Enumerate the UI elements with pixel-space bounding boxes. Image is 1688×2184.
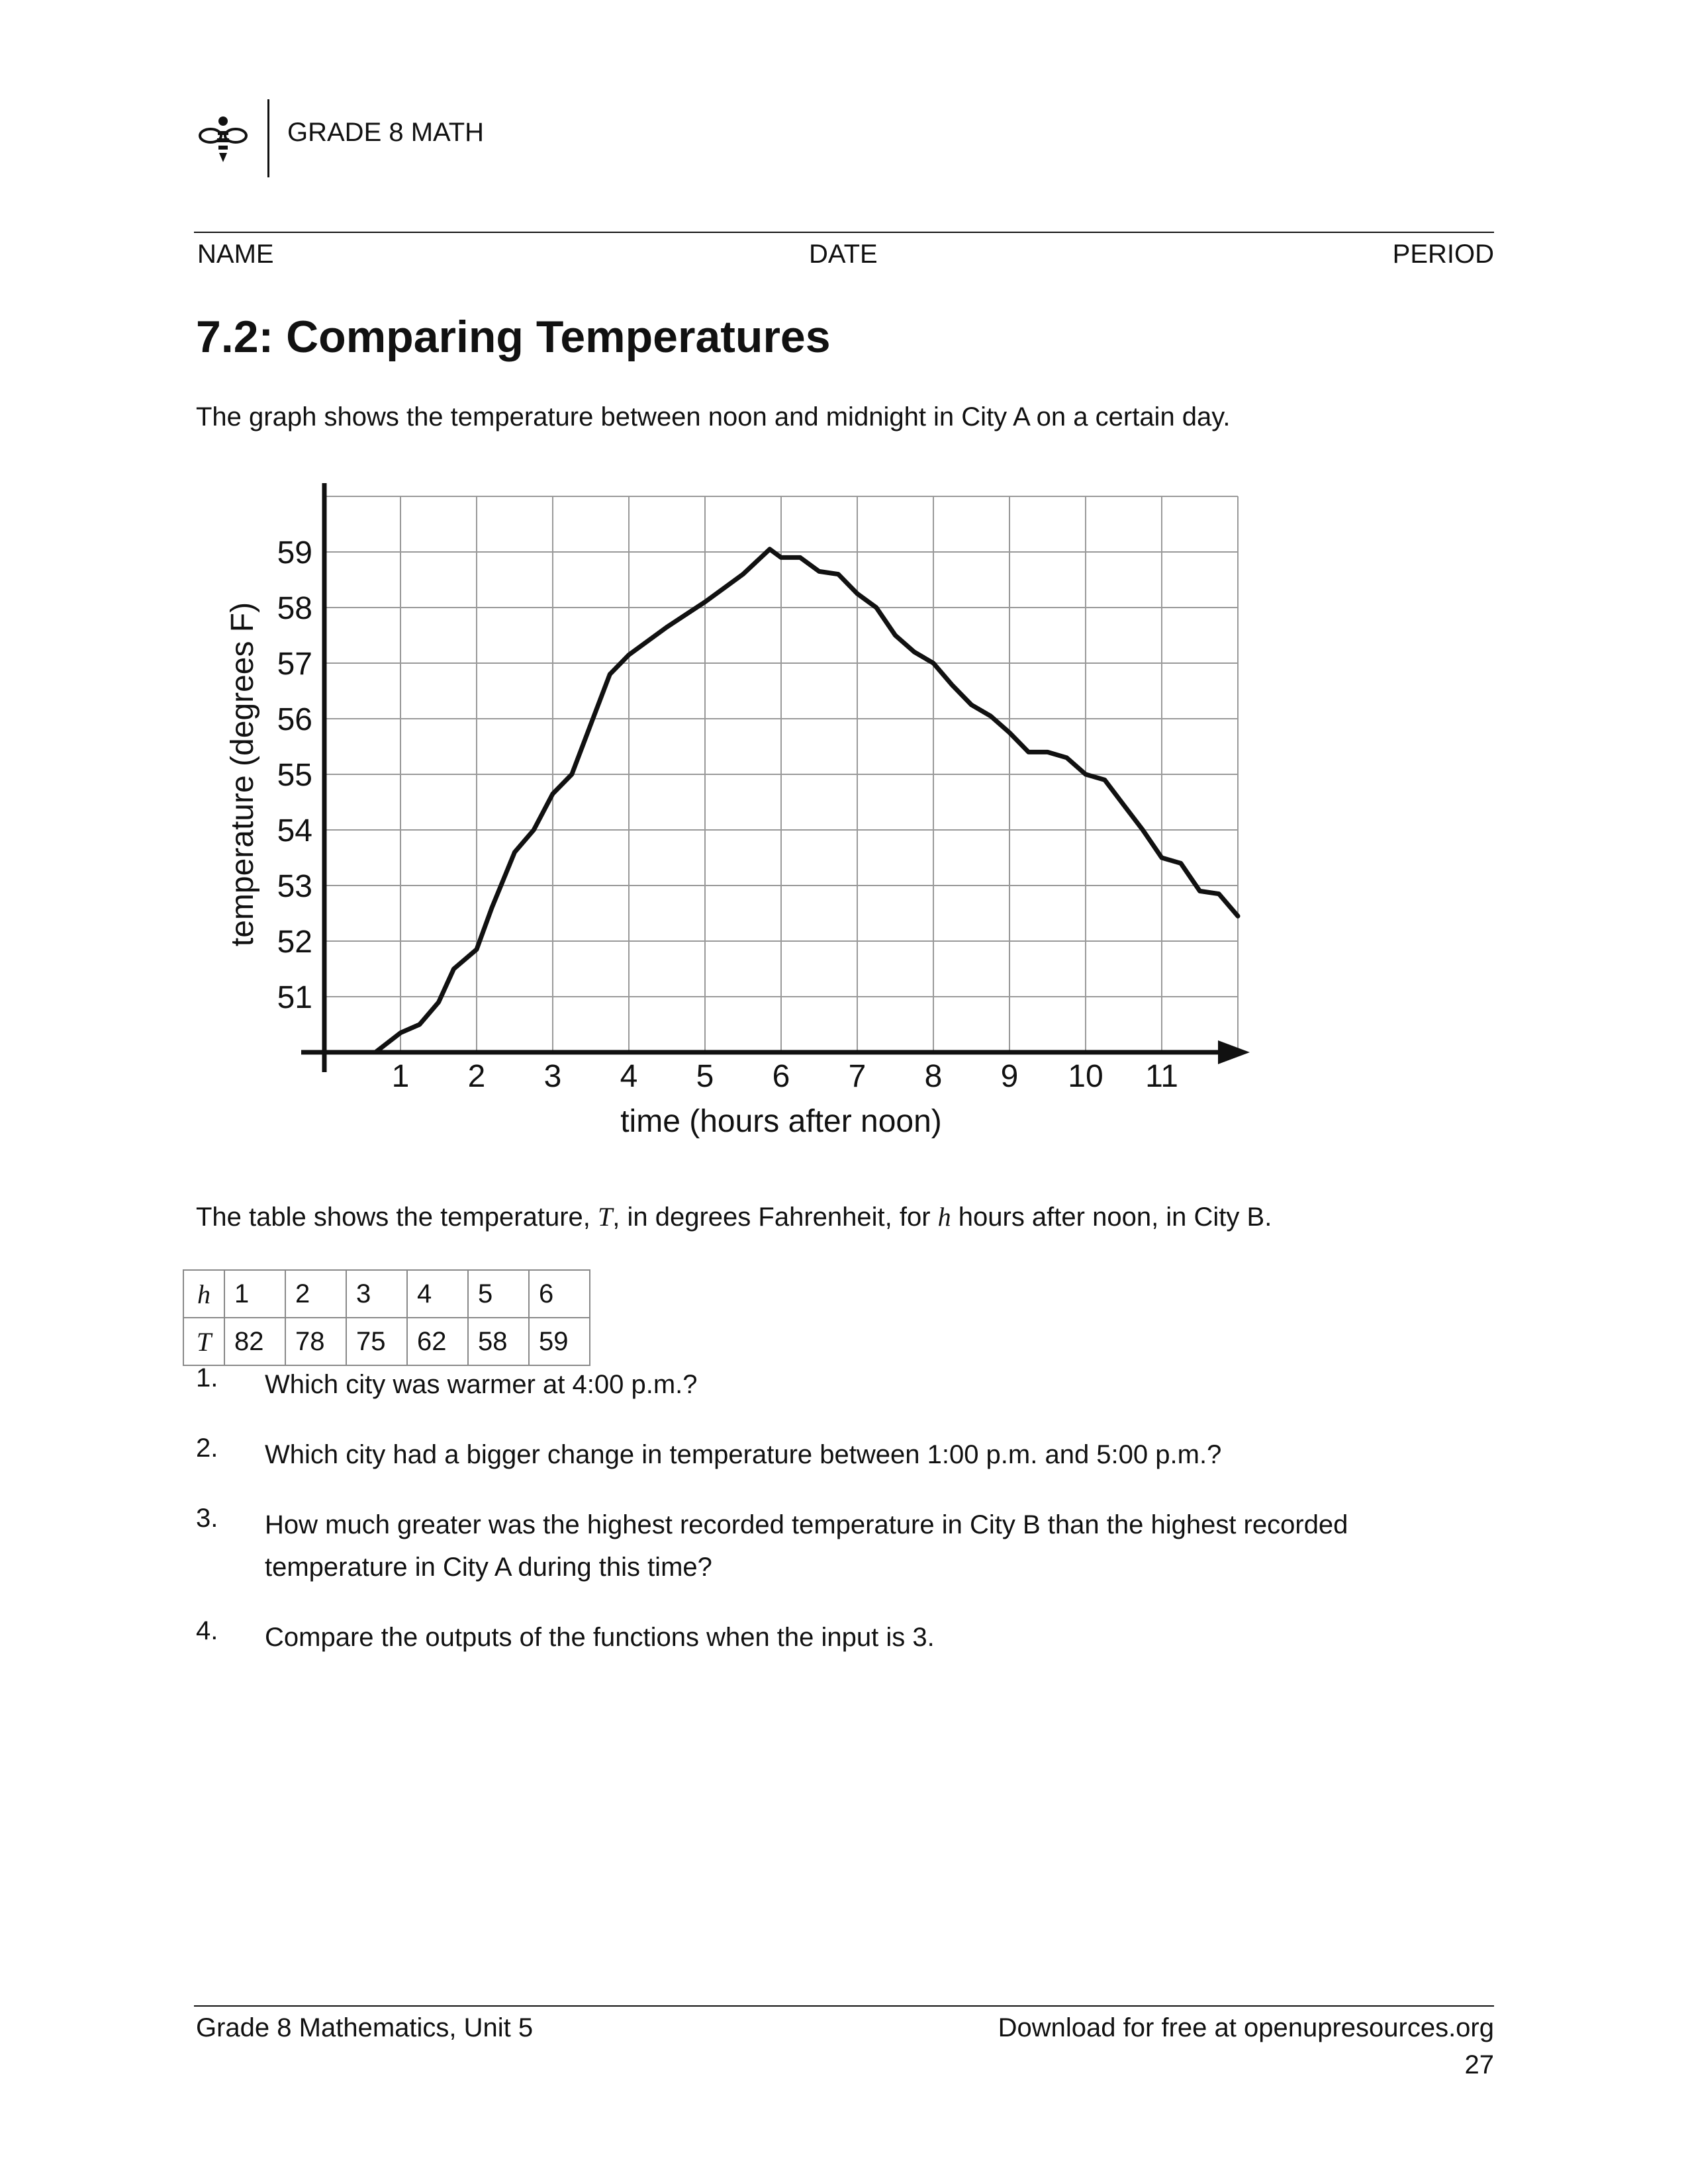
x-tick-label: 10 xyxy=(1068,1059,1103,1094)
page-number: 27 xyxy=(1464,2050,1494,2079)
table-cell: 78 xyxy=(285,1318,346,1365)
x-tick-label: 11 xyxy=(1145,1059,1178,1094)
y-tick-labels xyxy=(277,535,312,1015)
table-intro-part2: , in degrees Fahrenheit, for xyxy=(612,1203,938,1232)
question-text: Which city was warmer at 4:00 p.m.? xyxy=(265,1370,698,1399)
y-tick-label: 56 xyxy=(277,702,312,737)
y-tick-label: 57 xyxy=(277,647,312,682)
x-axis-label: time (hours after noon) xyxy=(620,1104,942,1139)
x-tick-label: 4 xyxy=(620,1059,638,1094)
y-tick-label: 54 xyxy=(277,813,312,848)
header-divider xyxy=(267,99,269,177)
intro-text: The graph shows the temperature between noon and midnight in City A on a certain day. xyxy=(196,402,1231,432)
x-tick-label: 7 xyxy=(848,1059,867,1094)
table-cell: 1 xyxy=(224,1270,285,1318)
x-tick-labels xyxy=(392,1059,1178,1094)
table-intro-text xyxy=(196,1201,1272,1232)
temperature-chart xyxy=(218,483,1251,1152)
var-t: T xyxy=(598,1202,613,1232)
table-cell: 82 xyxy=(224,1318,285,1365)
y-tick-label: 51 xyxy=(277,980,312,1015)
x-tick-label: 5 xyxy=(696,1059,714,1094)
x-tick-label: 6 xyxy=(772,1059,790,1094)
table-cell: 4 xyxy=(407,1270,468,1318)
var-h: h xyxy=(937,1202,951,1232)
table-row-h xyxy=(183,1270,590,1318)
table-row-t xyxy=(183,1318,590,1365)
table-header-h: h xyxy=(183,1270,224,1318)
page-title: 7.2: Comparing Temperatures xyxy=(196,312,831,362)
x-tick-label: 8 xyxy=(924,1059,943,1094)
question-number: 1. xyxy=(196,1363,218,1392)
table-intro-part1: The table shows the temperature, xyxy=(196,1203,598,1232)
y-axis-label: temperature (degrees F) xyxy=(225,602,260,947)
name-field-label: NAME xyxy=(197,240,274,269)
y-tick-label: 55 xyxy=(277,758,312,793)
y-tick-label: 53 xyxy=(277,869,312,904)
table-cell: 6 xyxy=(529,1270,590,1318)
x-tick-label: 3 xyxy=(543,1059,562,1094)
question-number: 4. xyxy=(196,1616,218,1645)
table-header-t: T xyxy=(183,1318,224,1365)
footer-rule xyxy=(194,2005,1494,2007)
question-number: 2. xyxy=(196,1433,218,1463)
table-cell: 2 xyxy=(285,1270,346,1318)
x-axis-arrow-icon xyxy=(1218,1040,1250,1064)
x-tick-label: 1 xyxy=(391,1059,410,1094)
chart-grid xyxy=(324,496,1238,1052)
series-line-city-a xyxy=(375,549,1238,1052)
table-cell: 59 xyxy=(529,1318,590,1365)
city-b-table xyxy=(183,1269,590,1366)
header-rule xyxy=(194,232,1494,233)
table-cell: 58 xyxy=(468,1318,529,1365)
date-field-label: DATE xyxy=(809,240,878,269)
chart-svg xyxy=(218,483,1251,1152)
period-field-label: PERIOD xyxy=(1392,240,1494,269)
y-tick-label: 59 xyxy=(277,535,312,570)
question-text: Compare the outputs of the functions when the input is 3. xyxy=(265,1623,935,1652)
x-tick-label: 9 xyxy=(1000,1059,1019,1094)
bee-logo-icon xyxy=(193,109,253,169)
y-tick-label: 58 xyxy=(277,591,312,626)
footer-download-link[interactable]: Download for free at openupresources.org xyxy=(998,2013,1494,2042)
y-tick-label: 52 xyxy=(277,925,312,960)
course-label: GRADE 8 MATH xyxy=(287,118,485,147)
question-text: Which city had a bigger change in temperature between 1:00 p.m. and 5:00 p.m.? xyxy=(265,1440,1222,1469)
table-intro-part3: hours after noon, in City B. xyxy=(951,1203,1272,1232)
question-text: How much greater was the highest recorded temperature in City B than the highest recorded temperature in City A during this time? xyxy=(265,1510,1348,1582)
footer-course-label: Grade 8 Mathematics, Unit 5 xyxy=(196,2013,534,2042)
question-number: 3. xyxy=(196,1504,218,1533)
table-cell: 62 xyxy=(407,1318,468,1365)
chart-axes xyxy=(301,483,1250,1072)
x-tick-label: 2 xyxy=(467,1059,486,1094)
table-cell: 5 xyxy=(468,1270,529,1318)
table-cell: 3 xyxy=(346,1270,407,1318)
table-cell: 75 xyxy=(346,1318,407,1365)
